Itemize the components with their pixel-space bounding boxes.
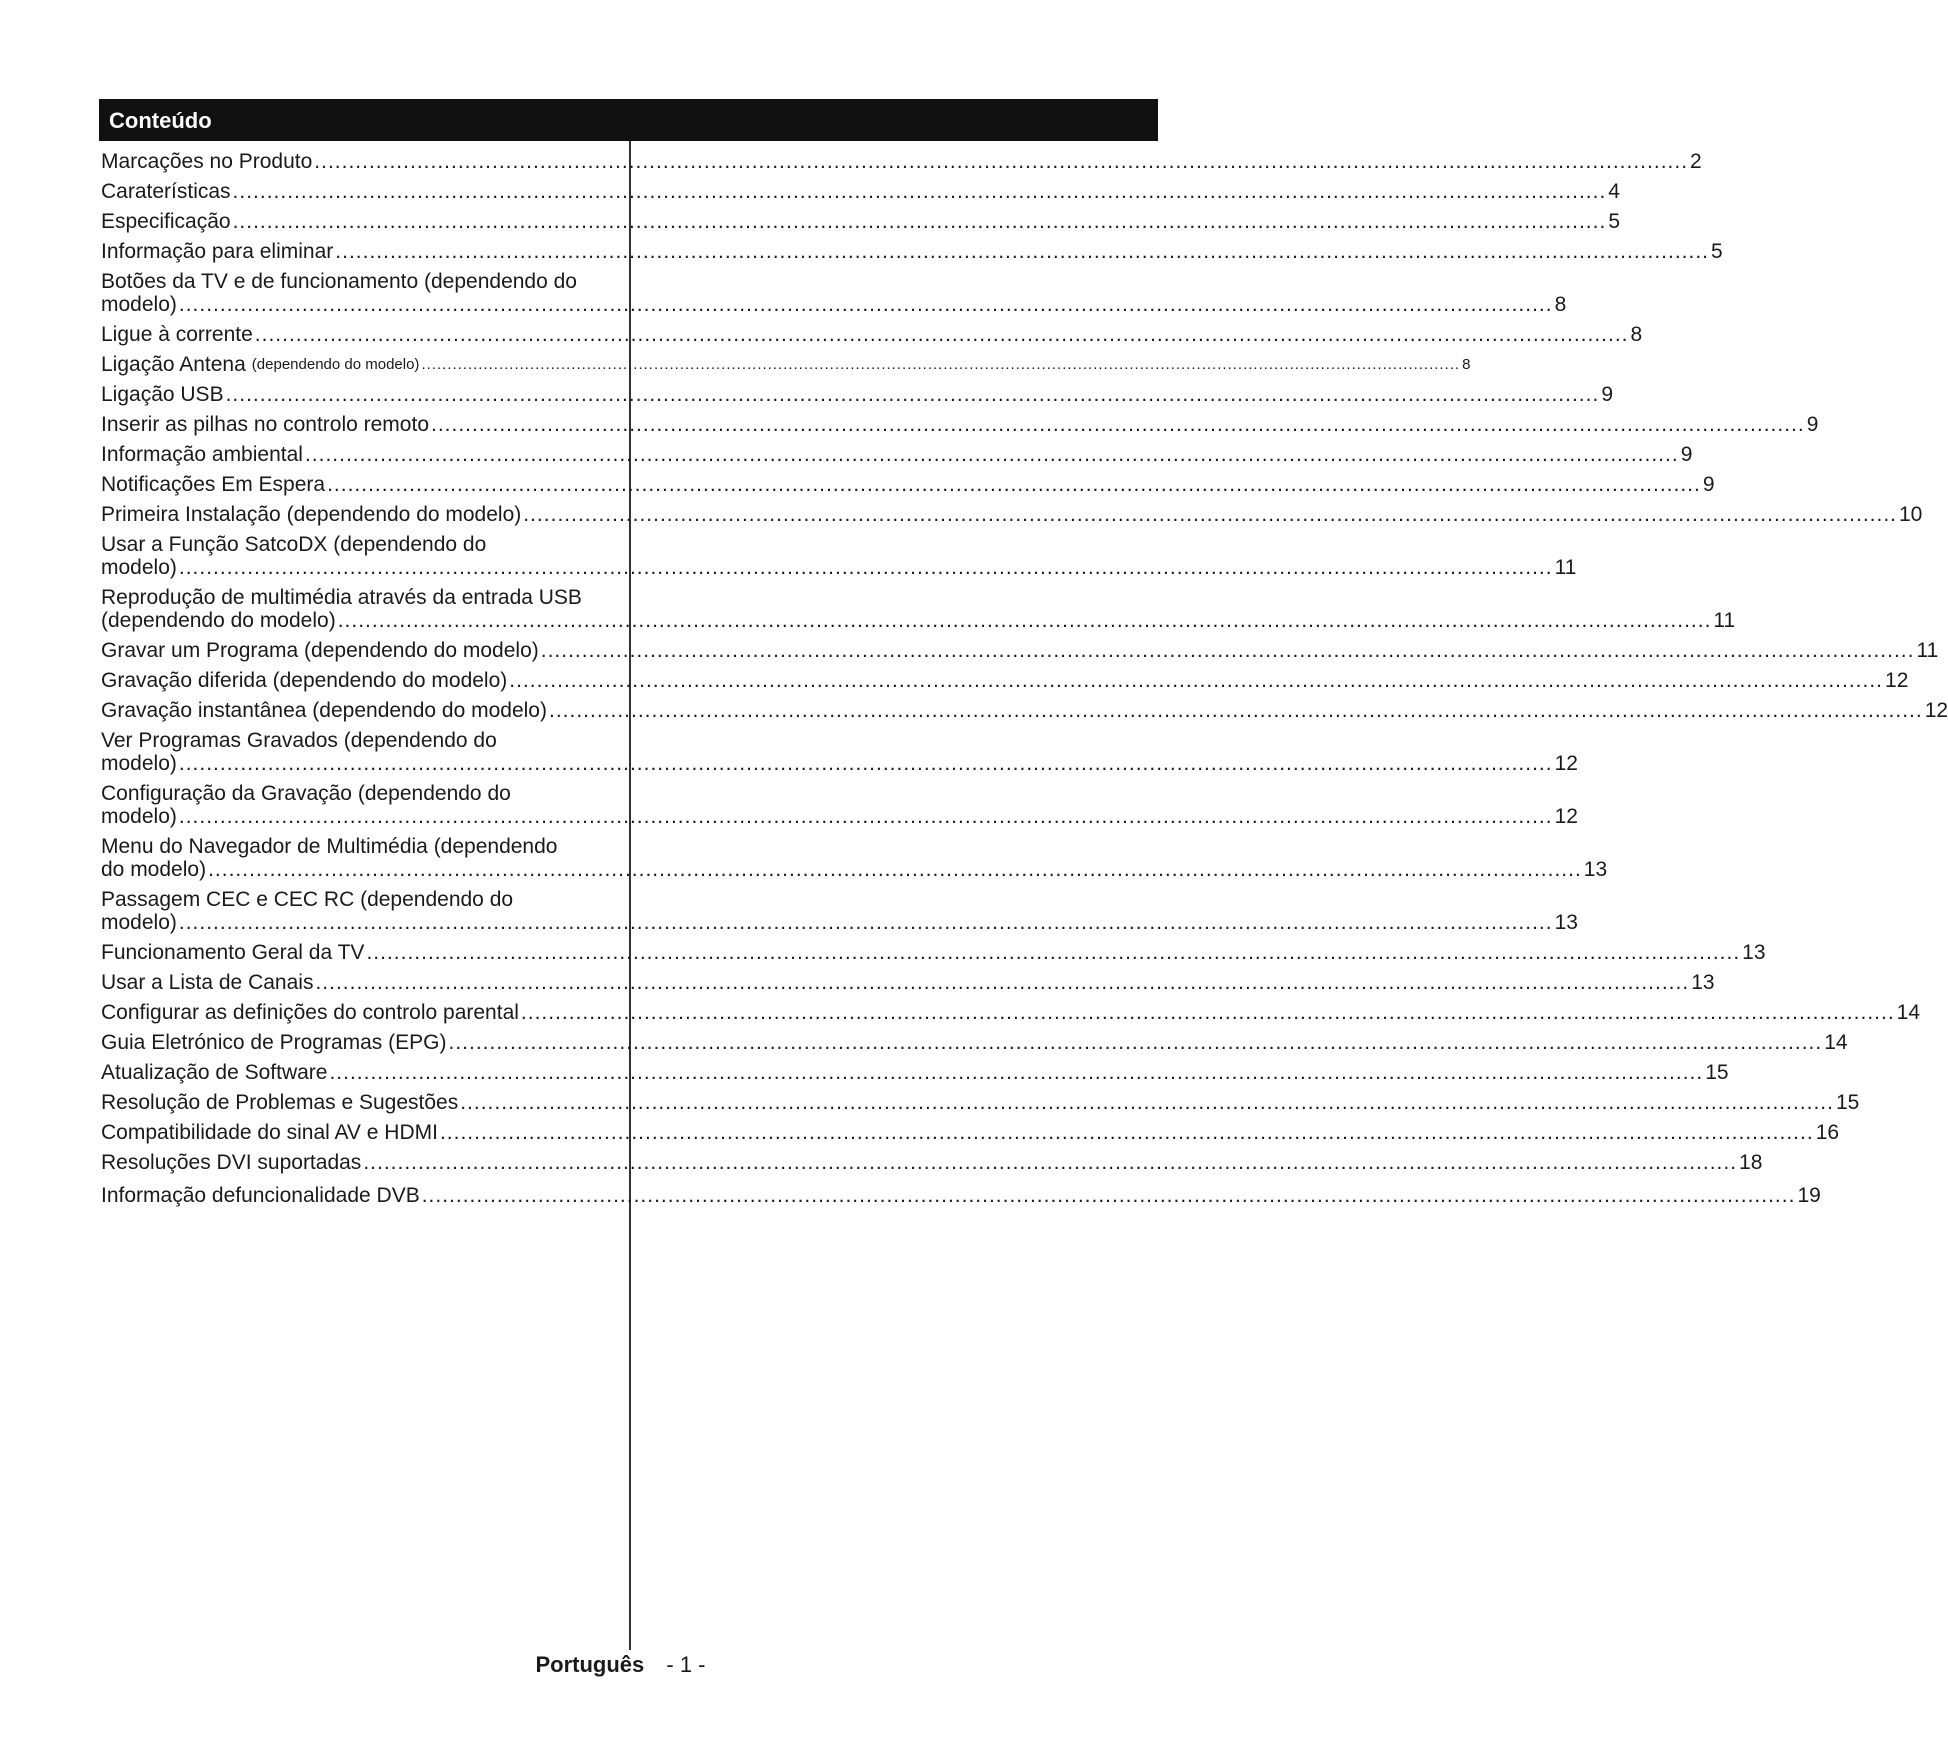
toc-leader-dots: ......................................................................................................................................................................................................... <box>178 805 1553 828</box>
toc-page-number: 15 <box>1705 1061 1729 1084</box>
toc-entry-title: Gravar um Programa (dependendo do modelo) <box>101 639 539 662</box>
toc-page-number: 8 <box>1630 323 1643 346</box>
toc-entry[interactable] <box>101 971 1715 994</box>
toc-entry-title: do modelo) <box>101 858 207 881</box>
toc-entry[interactable] <box>101 383 1613 406</box>
toc-page-number: 13 <box>1554 911 1578 934</box>
toc-entry-title: modelo) <box>101 805 177 828</box>
toc-entry-title: Inserir as pilhas no controlo remoto <box>101 413 429 436</box>
toc-page-number: 12 <box>1554 752 1578 775</box>
toc-entry[interactable] <box>101 1001 1921 1024</box>
toc-entry[interactable] <box>101 353 1471 376</box>
toc-entry-title: Informação ambiental <box>101 443 303 466</box>
toc-entry-title: Notificações Em Espera <box>101 473 326 496</box>
toc-leader-dots: ......................................................................................................................................................................................................... <box>232 210 1607 233</box>
toc-page-number: 18 <box>1739 1151 1763 1174</box>
toc-entry[interactable] <box>101 533 1577 579</box>
toc-entry[interactable] <box>101 210 1620 233</box>
toc-page-number: 11 <box>1916 639 1939 662</box>
toc-leader-dots: ......................................................................................................................................................................................................... <box>327 473 1701 496</box>
toc-entry[interactable] <box>101 729 1578 775</box>
toc-entry[interactable] <box>101 699 1948 722</box>
toc-leader-dots: ......................................................................................................................................................................................................... <box>431 413 1805 436</box>
toc-page-number: 14 <box>1896 1001 1921 1024</box>
toc-page-number: 9 <box>1806 413 1819 436</box>
toc-entry-title: Compatibilidade do sinal AV e HDMI <box>101 1121 438 1144</box>
toc-entry[interactable] <box>101 240 1723 263</box>
toc-entry-title-line: Ver Programas Gravados (dependendo do <box>101 729 497 752</box>
toc-leader-dots: ......................................................................................................................................................................................................... <box>363 1151 1738 1174</box>
toc-leader-dots: ......................................................................................................................................................................................................... <box>520 1001 1895 1024</box>
toc-entry-title: modelo) <box>101 752 177 775</box>
toc-leader-dots: ......................................................................................................................................................................................................... <box>304 443 1679 466</box>
table-of-contents <box>101 150 1948 1214</box>
toc-entry-title: Caraterísticas <box>101 180 231 203</box>
toc-leader-dots: ......................................................................................................................................................................................................... <box>178 752 1553 775</box>
toc-page-number: 11 <box>1554 556 1577 579</box>
toc-entry-title-line: Usar a Função SatcoDX (dependendo do <box>101 533 487 556</box>
toc-leader-dots: ......................................................................................................................................................................................................... <box>208 858 1582 881</box>
page-footer <box>0 1652 1241 1678</box>
toc-entry-title: Resoluções DVI suportadas <box>101 1151 362 1174</box>
toc-page-number: 10 <box>1899 503 1923 526</box>
toc-entry[interactable] <box>101 941 1766 964</box>
toc-entry-title: Configurar as definições do controlo parental <box>101 1001 519 1024</box>
toc-entry-title-line: Passagem CEC e CEC RC (dependendo do <box>101 888 514 911</box>
toc-page-number: 16 <box>1815 1121 1840 1144</box>
toc-page-number: 4 <box>1608 180 1620 203</box>
toc-page-number: 9 <box>1702 473 1715 496</box>
toc-leader-dots: ......................................................................................................................................................................................................... <box>366 941 1741 964</box>
toc-leader-dots: ......................................................................................................................................................................................................... <box>178 556 1553 579</box>
toc-entry-title: Informação para eliminar <box>101 240 334 263</box>
toc-entry-title: Gravação diferida (dependendo do modelo) <box>101 669 508 692</box>
toc-entry[interactable] <box>101 150 1702 173</box>
toc-entry-title: Funcionamento Geral da TV <box>101 941 365 964</box>
toc-leader-dots: ......................................................................................................................................................................................................... <box>421 356 1461 373</box>
toc-page-number: 12 <box>1554 805 1578 828</box>
toc-entry-title: Gravação instantânea (dependendo do modelo) <box>101 699 547 722</box>
toc-entry[interactable] <box>101 1091 1860 1114</box>
toc-entry-title: Ligue à corrente <box>101 323 253 346</box>
toc-page-number: 9 <box>1680 443 1693 466</box>
toc-entry-title: Marcações no Produto <box>101 150 313 173</box>
toc-leader-dots: ......................................................................................................................................................................................................... <box>548 699 1923 722</box>
toc-entry-title: modelo) <box>101 293 177 316</box>
toc-entry[interactable] <box>101 1061 1729 1084</box>
toc-leader-dots: ......................................................................................................................................................................................................... <box>315 971 1690 994</box>
toc-entry[interactable] <box>101 1184 1821 1207</box>
toc-page-number: 12 <box>1924 699 1948 722</box>
toc-entry[interactable] <box>101 1121 1840 1144</box>
toc-entry-title: Ligação USB <box>101 383 224 406</box>
toc-leader-dots: ......................................................................................................................................................................................................... <box>178 911 1553 934</box>
toc-entry-title: Atualização de Software <box>101 1061 328 1084</box>
toc-entry[interactable] <box>101 888 1578 934</box>
toc-leader-dots: ......................................................................................................................................................................................................... <box>329 1061 1704 1084</box>
toc-entry-title-line: Menu do Navegador de Multimédia (dependendo <box>101 835 558 858</box>
toc-page-number: 12 <box>1885 669 1909 692</box>
toc-entry[interactable] <box>101 782 1578 828</box>
toc-page-number: 5 <box>1608 210 1620 233</box>
toc-leader-dots: ......................................................................................................................................................................................................... <box>509 669 1884 692</box>
toc-leader-dots: ......................................................................................................................................................................................................... <box>225 383 1600 406</box>
toc-page-number: 2 <box>1690 150 1702 173</box>
toc-entry-title-line: Reprodução de multimédia através da entrada USB <box>101 586 582 609</box>
toc-page-number: 5 <box>1711 240 1723 263</box>
toc-page-number: 13 <box>1691 971 1715 994</box>
toc-leader-dots: ......................................................................................................................................................................................................... <box>178 293 1553 316</box>
toc-leader-dots: ......................................................................................................................................................................................................... <box>448 1031 1823 1054</box>
toc-entry-title: modelo) <box>101 556 177 579</box>
toc-leader-dots: ......................................................................................................................................................................................................... <box>254 323 1629 346</box>
toc-leader-dots: ......................................................................................................................................................................................................... <box>540 639 1915 662</box>
toc-entry[interactable] <box>101 669 1909 692</box>
toc-entry-title: Informação defuncionalidade DVB <box>101 1184 420 1207</box>
section-title: Conteúdo <box>109 108 212 133</box>
toc-entry[interactable] <box>101 639 1939 662</box>
toc-entry[interactable] <box>101 1031 1848 1054</box>
toc-entry[interactable] <box>101 586 1736 632</box>
toc-page-number: 8 <box>1462 356 1471 373</box>
toc-entry-title-line: Configuração da Gravação (dependendo do <box>101 782 511 805</box>
toc-page-number: 13 <box>1583 858 1608 881</box>
toc-entry-title: Guia Eletrónico de Programas (EPG) <box>101 1031 447 1054</box>
toc-page-number: 15 <box>1835 1091 1860 1114</box>
toc-entry-note: (dependendo do modelo) <box>251 356 420 373</box>
toc-leader-dots: ......................................................................................................................................................................................................... <box>460 1091 1834 1114</box>
toc-entry-title: Primeira Instalação (dependendo do modelo) <box>101 503 522 526</box>
toc-entry[interactable] <box>101 413 1819 436</box>
toc-entry-title-line: Botões da TV e de funcionamento (dependendo do <box>101 270 577 293</box>
toc-page-number: 9 <box>1601 383 1613 406</box>
toc-leader-dots: ......................................................................................................................................................................................................... <box>337 609 1712 632</box>
footer-page-number: - 1 - <box>666 1652 706 1677</box>
toc-leader-dots: ......................................................................................................................................................................................................... <box>314 150 1689 173</box>
toc-page-number: 13 <box>1742 941 1766 964</box>
toc-page-number: 14 <box>1824 1031 1848 1054</box>
toc-entry[interactable] <box>101 835 1608 881</box>
toc-entry-title: Especificação <box>101 210 231 233</box>
toc-entry[interactable] <box>101 323 1643 346</box>
toc-entry[interactable] <box>101 180 1620 203</box>
toc-leader-dots: ......................................................................................................................................................................................................... <box>421 1184 1796 1207</box>
toc-page-number: 11 <box>1713 609 1736 632</box>
toc-entry-title: (dependendo do modelo) <box>101 609 336 632</box>
toc-entry-title: Usar a Lista de Canais <box>101 971 314 994</box>
toc-entry-title: Ligação Antena <box>101 353 246 376</box>
toc-leader-dots: ......................................................................................................................................................................................................... <box>523 503 1897 526</box>
toc-page-number: 8 <box>1554 293 1567 316</box>
toc-entry-title: modelo) <box>101 911 177 934</box>
toc-leader-dots: ......................................................................................................................................................................................................... <box>439 1121 1814 1144</box>
toc-entry[interactable] <box>101 1151 1763 1174</box>
toc-leader-dots: ......................................................................................................................................................................................................... <box>335 240 1710 263</box>
toc-entry-title: Resolução de Problemas e Sugestões <box>101 1091 459 1114</box>
toc-page-number: 19 <box>1797 1184 1821 1207</box>
toc-entry[interactable] <box>101 473 1715 496</box>
toc-entry[interactable] <box>101 443 1693 466</box>
toc-entry[interactable] <box>101 270 1567 316</box>
footer-language: Português <box>535 1652 645 1677</box>
section-header-bar <box>99 99 1158 141</box>
toc-leader-dots: ......................................................................................................................................................................................................... <box>232 180 1607 203</box>
toc-entry[interactable] <box>101 503 1923 526</box>
